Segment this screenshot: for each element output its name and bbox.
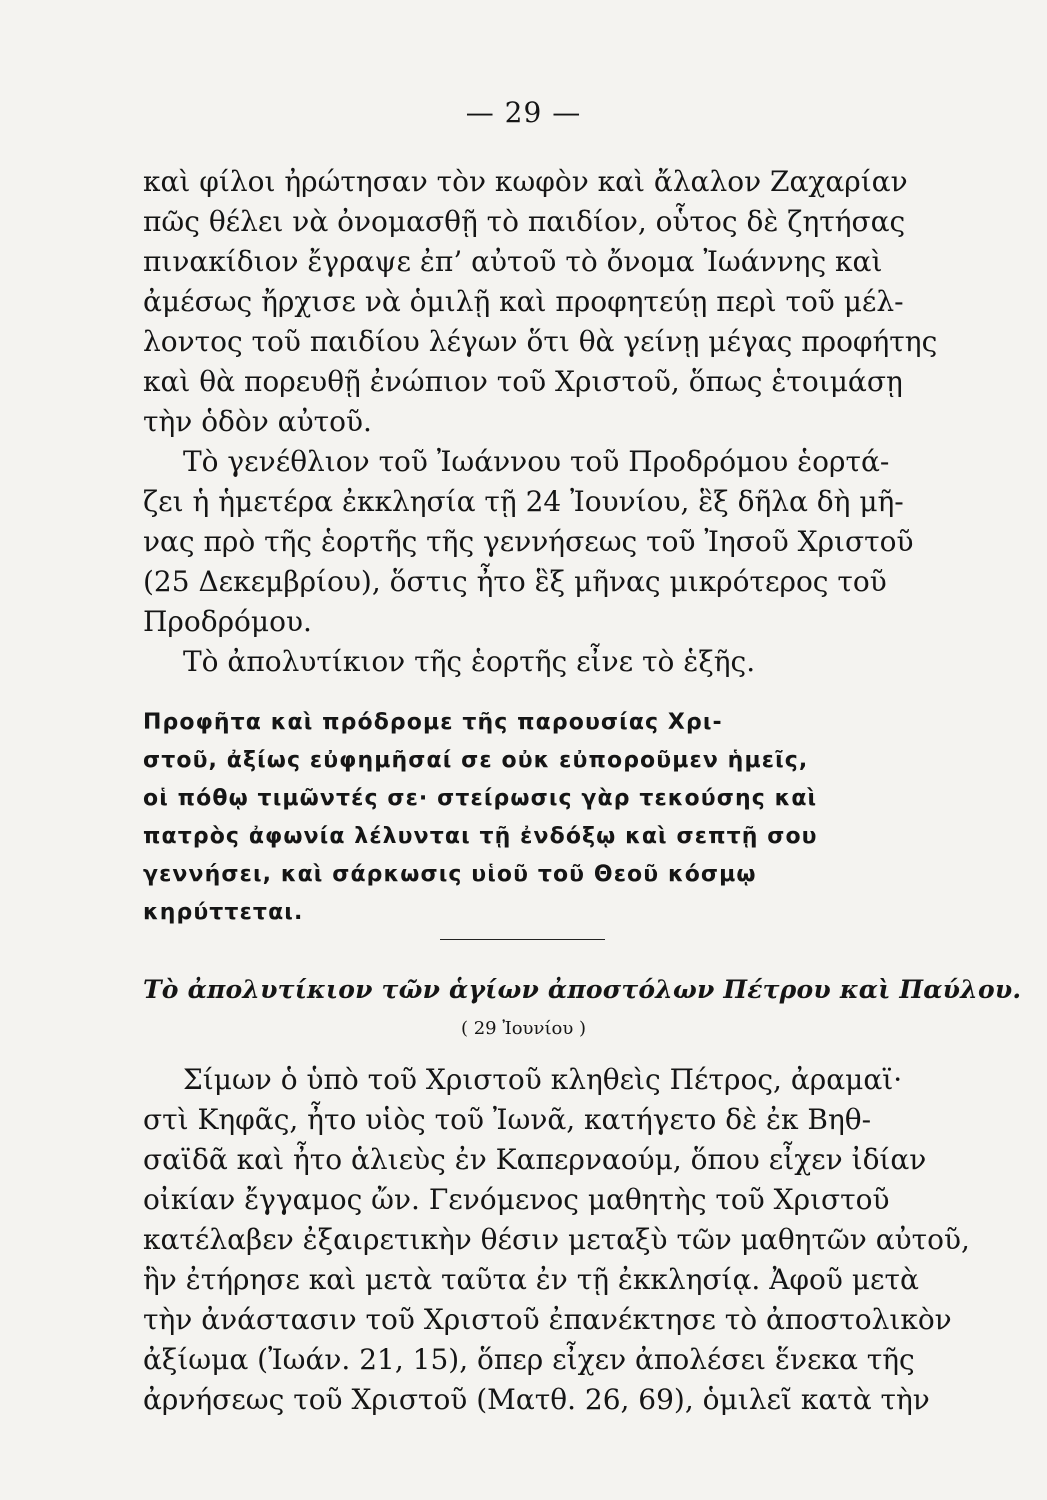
text-line: σαϊδᾶ καὶ ἦτο ἁλιεὺς ἐν Καπερναούμ, ὅπου εἶχεν ἰδίαν [143,1143,927,1176]
section-title: Τὸ ἀπολυτίκιον τῶν ἁγίων ἀποστόλων Πέτρου καὶ Παύλου. [143,975,1022,1004]
text-line: ζει ἡ ἡμετέρα ἐκκλησία τῇ 24 Ἰουνίου, ἓξ δῆλα δὴ μῆ- [143,485,904,518]
text-line: πῶς θέλει νὰ ὀνομασθῇ τὸ παιδίον, οὗτος δὲ ζητήσας [143,205,906,238]
page-number: — 29 — [465,96,582,129]
text-line: ἀρνήσεως τοῦ Χριστοῦ (Ματθ. 26, 69), ὁμιλεῖ κατὰ τὴν [143,1383,930,1416]
text-line: ἣν ἐτήρησε καὶ μετὰ ταῦτα ἐν τῇ ἐκκλησίᾳ. Ἀφοῦ μετὰ [143,1263,919,1296]
text-line: πινακίδιον ἔγραψε ἐπ’ αὐτοῦ τὸ ὄνομα Ἰωάννης καὶ [143,245,883,278]
text-line: Προδρόμου. [143,605,312,638]
text-line: καὶ θὰ πορευθῇ ἐνώπιον τοῦ Χριστοῦ, ὅπως ἑτοιμάσῃ [143,365,903,398]
text-line: ἀξίωμα (Ἰωάν. 21, 15), ὅπερ εἶχεν ἀπολέσει ἕνεκα τῆς [143,1343,915,1376]
hymn-line: Προφῆτα καὶ πρόδρομε τῆς παρουσίας Χρι- [143,710,723,735]
text-line: τὴν ἀνάστασιν τοῦ Χριστοῦ ἐπανέκτησε τὸ ἀποστολικὸν [143,1303,952,1336]
hymn-line: πατρὸς ἀφωνία λέλυνται τῇ ἐνδόξῳ καὶ σεπτῇ σου [143,824,818,849]
hymn-line: γεννήσει, καὶ σάρκωσις υἱοῦ τοῦ Θεοῦ κόσμῳ [143,862,757,887]
section-date: ( 29 Ἰουνίου ) [460,1018,587,1039]
text-line: στὶ Κηφᾶς, ἦτο υἱὸς τοῦ Ἰωνᾶ, κατήγετο δὲ ἐκ Βηθ- [143,1103,872,1136]
text-line: κατέλαβεν ἐξαιρετικὴν θέσιν μεταξὺ τῶν μαθητῶν αὐτοῦ, [143,1223,970,1256]
bottom-text-block [143,1060,970,1420]
text-line: ἀμέσως ἤρχισε νὰ ὁμιλῇ καὶ προφητεύῃ περὶ τοῦ μέλ- [143,285,904,318]
text-line: τὴν ὁδὸν αὐτοῦ. [143,405,372,438]
text-line: λοντος τοῦ παιδίου λέγων ὅτι θὰ γείνῃ μέγας προφήτης [143,325,938,358]
text-line: Σίμων ὁ ὑπὸ τοῦ Χριστοῦ κληθεὶς Πέτρος, ἀραμαϊ· [183,1063,903,1096]
section-divider [440,939,605,940]
text-line: (25 Δεκεμβρίου), ὅστις ἦτο ἓξ μῆνας μικρότερος τοῦ [143,565,887,598]
text-line: καὶ φίλοι ἠρώτησαν τὸν κωφὸν καὶ ἄλαλον Ζαχαρίαν [143,165,908,198]
hymn-line: στοῦ, ἀξίως εὐφημῆσαί σε οὐκ εὐποροῦμεν ἡμεῖς, [143,748,809,773]
text-line: νας πρὸ τῆς ἑορτῆς τῆς γεννήσεως τοῦ Ἰησοῦ Χριστοῦ [143,525,914,558]
text-line: Τὸ ἀπολυτίκιον τῆς ἑορτῆς εἶνε τὸ ἑξῆς. [183,645,756,678]
top-text-block [143,162,938,682]
text-line: Τὸ γενέθλιον τοῦ Ἰωάννου τοῦ Προδρόμου ἑορτά- [183,445,890,478]
text-line: οἰκίαν ἔγγαμος ὤν. Γενόμενος μαθητὴς τοῦ Χριστοῦ [143,1183,890,1216]
hymn-line: οἱ πόθῳ τιμῶντές σε· στείρωσις γὰρ τεκούσης καὶ [143,786,818,811]
apolytikion-prodromou [143,704,908,932]
hymn-line: κηρύττεται. [143,900,304,925]
